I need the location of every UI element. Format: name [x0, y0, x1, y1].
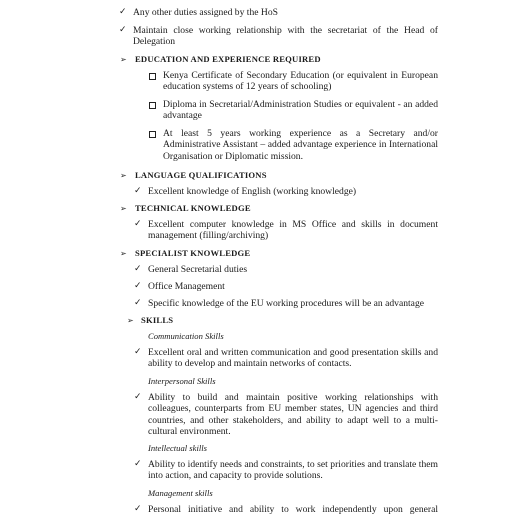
list-item: General Secretarial duties [148, 264, 248, 275]
list-item: Ability to identify needs and constraints, to set priorities and translate them into action, and capacity to provide solutions. [148, 459, 438, 482]
checkmark-icon: ✓ [134, 219, 142, 229]
subheading-communication: Communication Skills [148, 331, 224, 341]
section-heading-specialist: SPECIALIST KNOWLEDGE [135, 248, 251, 258]
list-item: At least 5 years working experience as a Secretary and/or Administrative Assistant – added advantage experience in International Organisation or Diplomatic mission. [163, 128, 438, 162]
checkmark-icon: ✓ [134, 264, 142, 274]
checkmark-icon: ✓ [134, 186, 142, 196]
checkmark-icon: ✓ [134, 347, 142, 357]
section-heading-technical: TECHNICAL KNOWLEDGE [135, 203, 251, 213]
list-item: Excellent knowledge of English (working knowledge) [148, 186, 357, 197]
checkmark-icon: ✓ [134, 504, 142, 514]
section-heading-education: EDUCATION AND EXPERIENCE REQUIRED [135, 54, 321, 64]
checkmark-icon: ✓ [119, 25, 127, 35]
checkbox-icon [149, 130, 156, 141]
arrow-bullet-icon: ➢ [120, 249, 127, 258]
section-heading-language: LANGUAGE QUALIFICATIONS [135, 170, 267, 180]
checkmark-icon: ✓ [119, 7, 127, 17]
list-item: Office Management [148, 281, 225, 292]
subheading-interpersonal: Interpersonal Skills [148, 376, 216, 386]
arrow-bullet-icon: ➢ [127, 316, 134, 325]
arrow-bullet-icon: ➢ [120, 204, 127, 213]
list-item: Specific knowledge of the EU working procedures will be an advantage [148, 298, 424, 309]
list-item: Diploma in Secretarial/Administration Studies or equivalent - an added advantage [163, 99, 438, 122]
list-item: Excellent computer knowledge in MS Office and skills in document management (filling/archiving) [148, 219, 438, 242]
checkbox-icon [149, 101, 156, 112]
subheading-management: Management skills [148, 488, 213, 498]
checkmark-icon: ✓ [134, 281, 142, 291]
arrow-bullet-icon: ➢ [120, 55, 127, 64]
checkmark-icon: ✓ [134, 459, 142, 469]
checkbox-icon [149, 72, 156, 83]
checkmark-icon: ✓ [134, 392, 142, 402]
list-item: Personal initiative and ability to work independently upon general [148, 504, 438, 515]
list-item: Any other duties assigned by the HoS [133, 7, 278, 18]
checkmark-icon: ✓ [134, 298, 142, 308]
list-item: Maintain close working relationship with the secretariat of the Head of Delegation [133, 25, 438, 48]
subheading-intellectual: Intellectual skills [148, 443, 207, 453]
list-item: Kenya Certificate of Secondary Education (or equivalent in European education systems of 12 years of schooling) [163, 70, 438, 93]
section-heading-skills: SKILLS [141, 315, 174, 325]
arrow-bullet-icon: ➢ [120, 171, 127, 180]
list-item: Ability to build and maintain positive working relationships with colleagues, counterparts from EU member states, UN agencies and third countries, and other stakeholders, and ability to adapt well to a multi-cultural environment. [148, 392, 438, 438]
list-item: Excellent oral and written communication and good presentation skills and ability to develop and maintain networks of contacts. [148, 347, 438, 370]
